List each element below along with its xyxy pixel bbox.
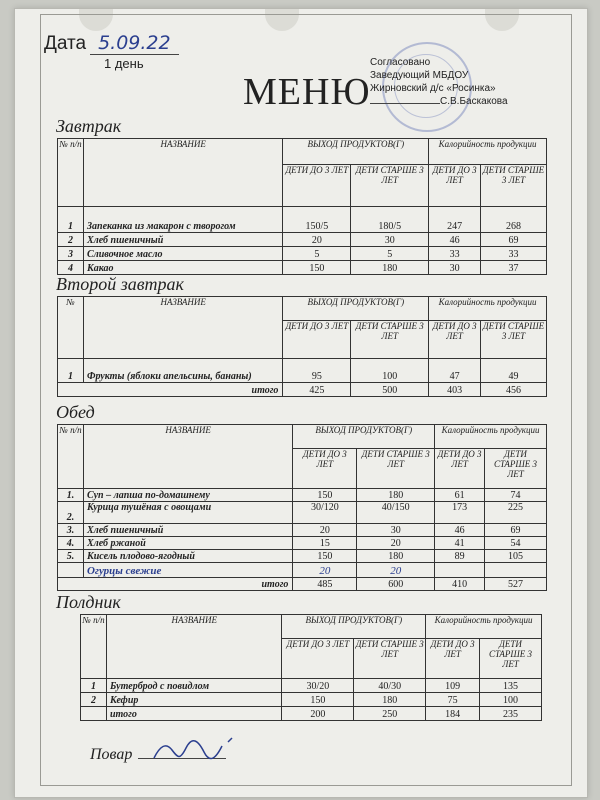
breakfast-table — [57, 138, 547, 275]
table-row: 1 Фрукты (яблоки апельсины, бананы) 95 100 47 49 — [58, 359, 547, 383]
section-snack: Полдник — [56, 592, 121, 612]
date-value: 5.09.22 — [90, 32, 179, 55]
snack-table: № п/п НАЗВАНИЕ ВЫХОД ПРОДУКТОВ(Г) Калорийность продукции ДЕТИ ДО 3 ЛЕТ ДЕТИ СТАРШЕ 3 ЛЕТ ДЕТИ ДО 3 ЛЕТ ДЕТИ СТАРШЕ 3 ЛЕТ 1 Бутерброд с повидлом 30/20 40/30 109 135 2 Кефир 150 180 75 100 итого 200 250 184 235 — [80, 614, 542, 721]
table-row: 1 Бутерброд с повидлом 30/20 40/30 109 135 — [81, 679, 542, 693]
table-row: 4. Хлеб ржаной 15 20 41 54 — [58, 537, 547, 550]
table-row: 2. Курица тушёная с овощами 30/120 40/150 173 225 — [58, 502, 547, 524]
table-row: 5. Кисель плодово-ягодный 150 180 89 105 — [58, 550, 547, 563]
col-under3: ДЕТИ ДО 3 ЛЕТ — [429, 165, 481, 207]
date-line — [44, 32, 179, 55]
total-row: итого 425 500 403 456 — [58, 383, 547, 397]
total-row: итого 200 250 184 235 — [81, 707, 542, 721]
page-title: МЕНЮ — [243, 71, 371, 113]
table-row: 2 Кефир 150 180 75 100 — [81, 693, 542, 707]
col-name: НАЗВАНИЕ — [83, 425, 292, 489]
col-output: ВЫХОД ПРОДУКТОВ(Г) — [283, 139, 429, 165]
table-row: 3. Хлеб пшеничный 20 30 46 69 — [58, 524, 547, 537]
col-over3: ДЕТИ СТАРШЕ 3 ЛЕТ — [351, 165, 429, 207]
approval-line: Заведующий МБДОУ — [370, 70, 469, 81]
col-num: № п/п — [58, 139, 84, 207]
col-output: ВЫХОД ПРОДУКТОВ(Г) — [283, 297, 429, 321]
handwritten-row: Огурцы свежие 20 20 — [58, 563, 547, 578]
table-row: 4 Какао 150 180 30 37 — [58, 261, 547, 275]
col-num: № п/п — [58, 425, 84, 489]
approval-block — [370, 56, 508, 108]
col-calories: Калорийность продукции — [429, 139, 547, 165]
section-lunch: Обед — [56, 402, 95, 422]
col-under3: ДЕТИ ДО 3 ЛЕТ — [283, 165, 351, 207]
approval-line: Согласовано — [370, 57, 431, 68]
date-label: Дата — [44, 33, 87, 54]
lunch-table: № п/п НАЗВАНИЕ ВЫХОД ПРОДУКТОВ(Г) Калорийность продукции ДЕТИ ДО 3 ЛЕТ ДЕТИ СТАРШЕ 3 ЛЕТ ДЕТИ ДО 3 ЛЕТ ДЕТИ СТАРШЕ 3 ЛЕТ 1. Суп – лапша по-домашнему 150 180 61 74 2. Курица тушёная с овощами 30/120 40/150 173 225 3. Хлеб пшеничный 20 30 46 69 4. Хлеб ржаной 15 20 41 54 5. Кисель плодово-ягодный 150 180 89 105 Огурцы свежие 20 20 итого 485 600 410 527 — [57, 424, 547, 591]
section-breakfast: Завтрак — [56, 116, 122, 136]
total-row: итого 485 600 410 527 — [58, 578, 547, 591]
day-label: 1 день — [104, 56, 144, 71]
col-over3: ДЕТИ СТАРШЕ 3 ЛЕТ — [481, 165, 547, 207]
col-name: НАЗВАНИЕ — [106, 615, 282, 679]
table-row: 1. Суп – лапша по-домашнему 150 180 61 74 — [58, 489, 547, 502]
second-breakfast-table: № НАЗВАНИЕ ВЫХОД ПРОДУКТОВ(Г) Калорийность продукции ДЕТИ ДО 3 ЛЕТ ДЕТИ СТАРШЕ 3 ЛЕТ ДЕТИ ДО 3 ЛЕТ ДЕТИ СТАРШЕ 3 ЛЕТ 1 Фрукты (яблоки апельсины, бананы) 95 100 47 49 итого 425 500 403 456 — [57, 296, 547, 397]
col-num: № п/п — [81, 615, 107, 679]
col-name: НАЗВАНИЕ — [83, 297, 283, 359]
col-output: ВЫХОД ПРОДУКТОВ(Г) — [282, 615, 426, 639]
handwritten-item: Огурцы свежие — [83, 563, 292, 578]
col-calories: Калорийность продукции — [429, 297, 547, 321]
col-calories: Калорийность продукции — [426, 615, 542, 639]
approval-line: Жирновский д/с «Росинка» — [370, 83, 496, 94]
table-row: 2 Хлеб пшеничный 20 30 46 69 — [58, 233, 547, 247]
approval-line: С.В.Баскакова — [440, 96, 508, 107]
cook-label: Повар — [90, 746, 133, 763]
col-num: № — [58, 297, 84, 359]
table-row: 1 Запеканка из макарон с творогом 150/5 180/5 247 268 — [58, 207, 547, 233]
col-calories: Калорийность продукции — [435, 425, 547, 449]
table-row: 3 Сливочное масло 5 5 33 33 — [58, 247, 547, 261]
col-output: ВЫХОД ПРОДУКТОВ(Г) — [293, 425, 435, 449]
signature-line — [370, 103, 440, 104]
section-second-breakfast: Второй завтрак — [56, 274, 184, 294]
signature-icon — [150, 736, 250, 766]
col-name: НАЗВАНИЕ — [83, 139, 283, 207]
